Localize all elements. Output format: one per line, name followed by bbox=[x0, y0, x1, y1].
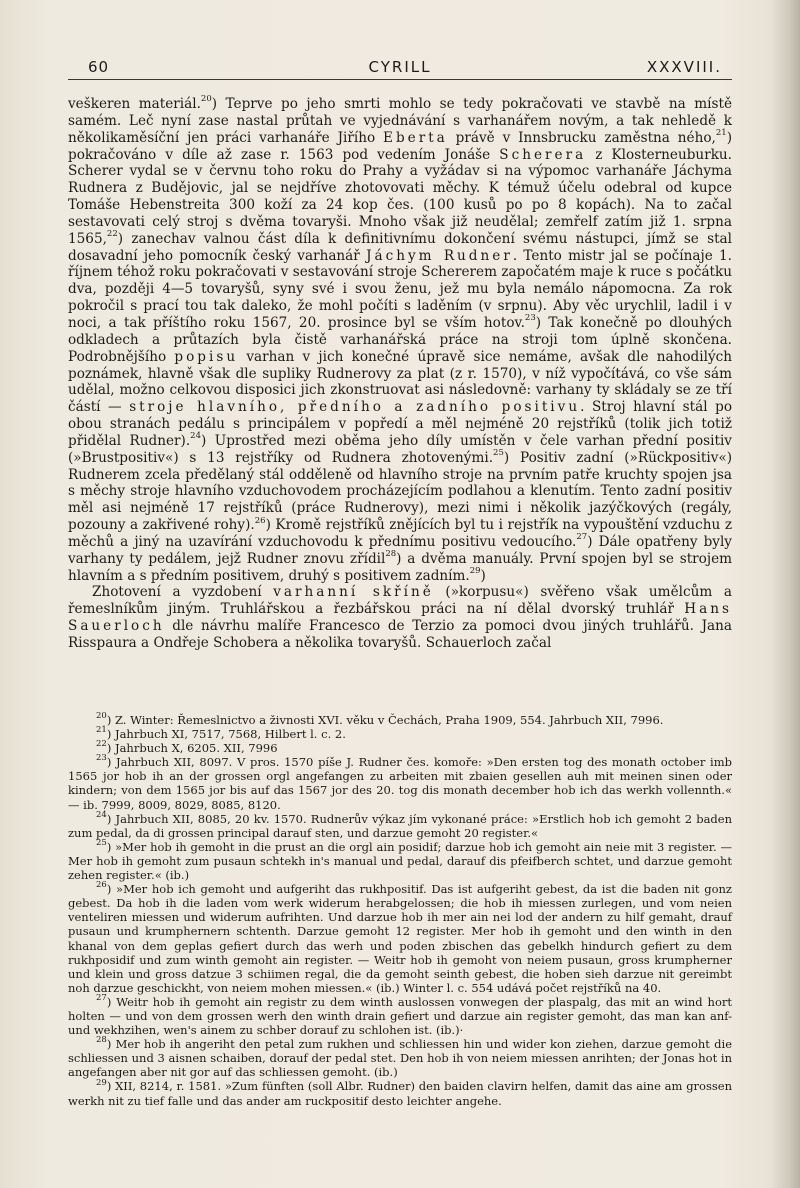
text-run: ) Weitr hob ih gemoht ain registr zu dem winth auslossen vonwegen der plaspalg, das mit an wind hort holten — und von dem grossen werh den winth drain gefiert und darzue ain register gemoht, das man kan anf- und wekhzihen, wen's ainem zu schber dorauf zu schlohen ist. (ib.)· bbox=[68, 994, 732, 1038]
footnote bbox=[68, 995, 732, 1037]
text-run: ) Jahrbuch XII, 8097. V pros. 1570 píše J. Rudner čes. komoře: »Den ersten tog des monath october imb 1565 jor hob ih an der grossen orgl angefangen zu arbeiten mit zbaien gesellen auh mit meinen sinen oder kindern; von dem 1565 jor bis auf das 1567 jor des 20. tog dis monath december hob ich das werkh vollennth.« — ib. 7999, 8009, 8029, 8085, 8120. bbox=[68, 755, 732, 812]
footnote-ref: 27 bbox=[576, 532, 588, 543]
text-run: varhan v jich konečné úpravě sice nemáme, avšak dle nahodilých poznámek, hlavně však dle supliky Rudnerovy za plat (z r. 1570), v níž vypočítává, co vše sám udělal, možno celkovou disposici jich zkonstruovat asi následovně: varhany ty skládaly se ze tří částí — bbox=[68, 348, 733, 416]
footnote-ref: 28 bbox=[96, 1035, 107, 1046]
footnote bbox=[68, 727, 732, 741]
footnote bbox=[68, 809, 732, 840]
text-run: ) Z. Winter: Řemeslnictvo a živnosti XVI. věku v Čechách, Praha 1909, 554. Jahrbuch XII, 7996. bbox=[106, 713, 664, 727]
text-run: ) Jahrbuch XI, 7517, 7568, Hilbert l. c. 2. bbox=[106, 727, 346, 742]
text-run: . Stroj hlavní stál po obou stranách pedálu s principálem v popředí a měl nejméně 20 rejstříků (tolik jich totiž přidělal Rudner). bbox=[68, 399, 732, 449]
text-run: ) Tak konečně po dlouhých odkladech a průtazích byla čistě varhanářská práce na stroji tom úplně skončena. Podrobnějšího bbox=[68, 314, 732, 365]
footnote bbox=[68, 840, 732, 882]
footnote-ref: 20 bbox=[96, 711, 107, 722]
spaced-emphasis: Eberta bbox=[383, 129, 448, 146]
header-rule bbox=[68, 79, 732, 80]
text-run: ) Jahrbuch X, 6205. XII, 7996 bbox=[106, 741, 278, 756]
footnote-ref: 21 bbox=[96, 725, 107, 736]
footnote-ref: 27 bbox=[96, 993, 107, 1004]
footnote-ref: 24 bbox=[190, 431, 201, 442]
footnote-ref: 23 bbox=[96, 753, 107, 764]
paragraph bbox=[68, 584, 732, 651]
body-text bbox=[68, 96, 732, 652]
footnote-ref: 20 bbox=[200, 94, 212, 105]
footnote bbox=[68, 713, 732, 727]
footnote-ref: 25 bbox=[493, 448, 504, 459]
footnote bbox=[68, 882, 732, 995]
text-run: ) »Mer hob ich gemoht und aufgeriht das rukhpositif. Das ist aufgeriht gebest, da ist die baden nit gonz gebest. Da hob ih die laden vom werk widerum herabgelossen; die hob ih miessen zurlegen, und vom neien venteliren miessen und widerum aufrihten. Und darzue hob ih mer ain nei lod der andern zu hilf gemaht, drauf pusaun und krumphernern schtenth. Darzue gemoht 12 register. Mer hob ih gemoht und den winth in den khanal von dem geplas gefiert durch das werh und poden zbischen das gebelkh hindurch gefiert zu dem rukhposidif und zum winth gemoht ain register. — Weitr hob ih gemoht von neiem pusaun, gross krumpherner und klein und gross datzue 3 schiimen regal, die da gemoht seinth gebest, die hoben sieh darzue nit gereimbt noh darzue geschickht, von neiem mohen miessen.« (ib.) Winter l. c. 554 udává počet rejstříků na 40. bbox=[68, 882, 732, 995]
text-run: veškeren materiál. bbox=[68, 96, 201, 112]
text-run: ) bbox=[480, 567, 486, 584]
footnote-ref: 28 bbox=[385, 549, 397, 560]
text-run: ) Kromě rejstříků znějících byl tu i rejstřík na vypouštění vzduchu z měchů a jiný na uzavírání vzduchovodu k přednímu positivu vedoucího. bbox=[68, 517, 732, 550]
text-run: . Tento mistr jal se počínaje 1. říjnem téhož roku pokračovati v sestavování stroje Schererem započatém maje k ruce s počátku dva, později 4—5 tovaryšů, syny své i svou ženu, jež mu byla nemálo nápomocna. Za rok pokročil s prací tou tak daleko, že mohl počíti s laděním (v srpnu). Aby věc urychlil, ladil i v noci, a tak příštího roku 1567, 20. prosince byl se vším hotov. bbox=[68, 247, 732, 331]
text-run: ) »Mer hob ih gemoht in die prust an die orgl ain posidif; darzue hob ich gemoht ain neie mit 3 register. — Mer hob ih gemoht zum pusaun schtekh in's manual und pedal, darauf dis pfeifberch schtet, und darzue gemoht zehen register.« (ib.) bbox=[68, 839, 732, 883]
footnote-ref: 26 bbox=[96, 880, 107, 891]
footnote bbox=[68, 741, 732, 755]
text-run: dle návrhu malíře Francesco de Terzio za pomoci dvou jiných truhlářů. Jana Risspaura a Ondřeje Schobera a několika tovaryšů. Schauerloch začal bbox=[68, 618, 732, 651]
spaced-emphasis: Hans Sauerloch bbox=[68, 601, 732, 635]
text-run: ) zanechav valnou část díla k definitivnímu dokončení svému nástupci, jímž se stal dosavadní jeho pomocník český varhanář bbox=[68, 230, 732, 264]
text-run: ) Jahrbuch XII, 8085, 20 kv. 1570. Rudnerův výkaz jím vykonané práce: »Erstlich hob ich gemoht 2 baden zum pedal, da di grossen principal darauf sten, und darzue gemoht 20 register.« bbox=[68, 811, 732, 840]
text-run: ) Dále opatřeny byly varhany ty pedálem, jejž Rudner znovu zřídil bbox=[68, 533, 732, 567]
text-run: ) Positiv zadní (»Rückpositiv«) Rudnerem zcela předělaný stál odděleně od hlavního stroje na prvním patře kruchty spojen jsa s měchy stroje hlavního vzduchovodem procházejícím podlahou a klenutím. Tento zadní positiv měl asi nejméně 17 rejstříků (práce Rudnerovy), mezi nimi i několik jazýčkových (regály, pozouny a zakřivené rohy). bbox=[68, 449, 732, 534]
spaced-emphasis: Scherera bbox=[499, 146, 587, 163]
text-run: ) pokračováno v díle až zase r. 1563 pod vedením Jonáše bbox=[68, 129, 732, 163]
spaced-emphasis: Jáchym Rudner bbox=[366, 247, 513, 264]
text-run: ) a dvěma manuály. První spojen byl se strojem hlavním a s předním positivem, druhý s positivem zadním. bbox=[68, 550, 733, 584]
text-run: z Klosterneuburku. Scherer vydal se v červnu toho roku do Prahy a vyžádav si na výpomoc varhanáře Jáchyma Rudnera z Budějovic, jal se nejdříve zhotovovati měchy. K témuž účelu odebral od kupce Tomáše Hebenstreita 300 koží za 24 kop čes. (100 kusů po po 8 kopách). Na to začal sestavovati celý stroj s dvěma tovaryši. Mnoho však již neudělal; zemřelf zatím již 1. srpna 1565, bbox=[68, 146, 733, 247]
footnotes bbox=[68, 713, 732, 1108]
binding-gutter bbox=[770, 0, 800, 1188]
journal-title: CYRILL bbox=[368, 58, 432, 76]
footnote-ref: 23 bbox=[524, 313, 536, 324]
text-run: ) Uprostřed mezi oběma jeho díly umístěn v čele varhan přední positiv (»Brustpositiv«) s 13 rejstříky od Rudnera zhotovenými. bbox=[68, 432, 732, 466]
text-run: ) XII, 8214, r. 1581. »Zum fünften (soll Albr. Rudner) den baiden clavirn helfen, damit das aine am grossen werkh nit zu tief falle und das ander am ruckpositif desto leichter angehe. bbox=[68, 1079, 732, 1108]
volume-number: XXXVIII. bbox=[646, 58, 722, 76]
footnote-ref: 29 bbox=[469, 566, 481, 577]
text-run: Zhotovení a vyzdobení bbox=[92, 584, 274, 601]
footnote-ref: 22 bbox=[106, 229, 118, 240]
spaced-emphasis: popisu bbox=[174, 348, 239, 365]
spaced-emphasis: varhanní skříně bbox=[273, 584, 434, 601]
text-run: ) Teprve po jeho smrti mohlo se tedy pokračovati ve stavbě na místě samém. Leč nyní zase nastal průtah ve vyjednávání s varhanářem novým, a tak nehledě k několikaměsíční jen práci varhanáře Jiřího bbox=[68, 96, 732, 146]
page-number: 60 bbox=[88, 58, 110, 76]
footnote-ref: 29 bbox=[96, 1077, 107, 1088]
text-run: ) Mer hob ih angeriht den petal zum rukhen und schliessen hin und wider kon ziehen, darzue gemoht die schliessen und 3 aisnen schaiben, dorauf der pedal stet. Den hob ih von neiem miessen anrihten; der Jonas hot in angefangen aber nit gor auf das schliessen gemoht. (ib.) bbox=[68, 1037, 732, 1080]
spaced-emphasis: stroje hlavního, předního a zadního positivu bbox=[129, 399, 581, 416]
footnote-ref: 24 bbox=[96, 809, 107, 820]
text-run: (»korpusu«) svěřeno však umělcům a řemeslníkům jiným. Truhlářskou a řezbářskou práci na ní dělal dvorský truhlář bbox=[68, 584, 732, 618]
footnote bbox=[68, 1037, 732, 1079]
footnote-ref: 22 bbox=[96, 739, 107, 750]
footnote bbox=[68, 755, 732, 811]
footnote-ref: 26 bbox=[254, 515, 266, 526]
footnote-ref: 25 bbox=[96, 838, 107, 849]
footnote bbox=[68, 1079, 732, 1107]
text-run: právě v Innsbrucku zaměstna ného, bbox=[447, 129, 716, 146]
footnote-ref: 21 bbox=[715, 128, 727, 139]
paragraph bbox=[68, 96, 732, 584]
